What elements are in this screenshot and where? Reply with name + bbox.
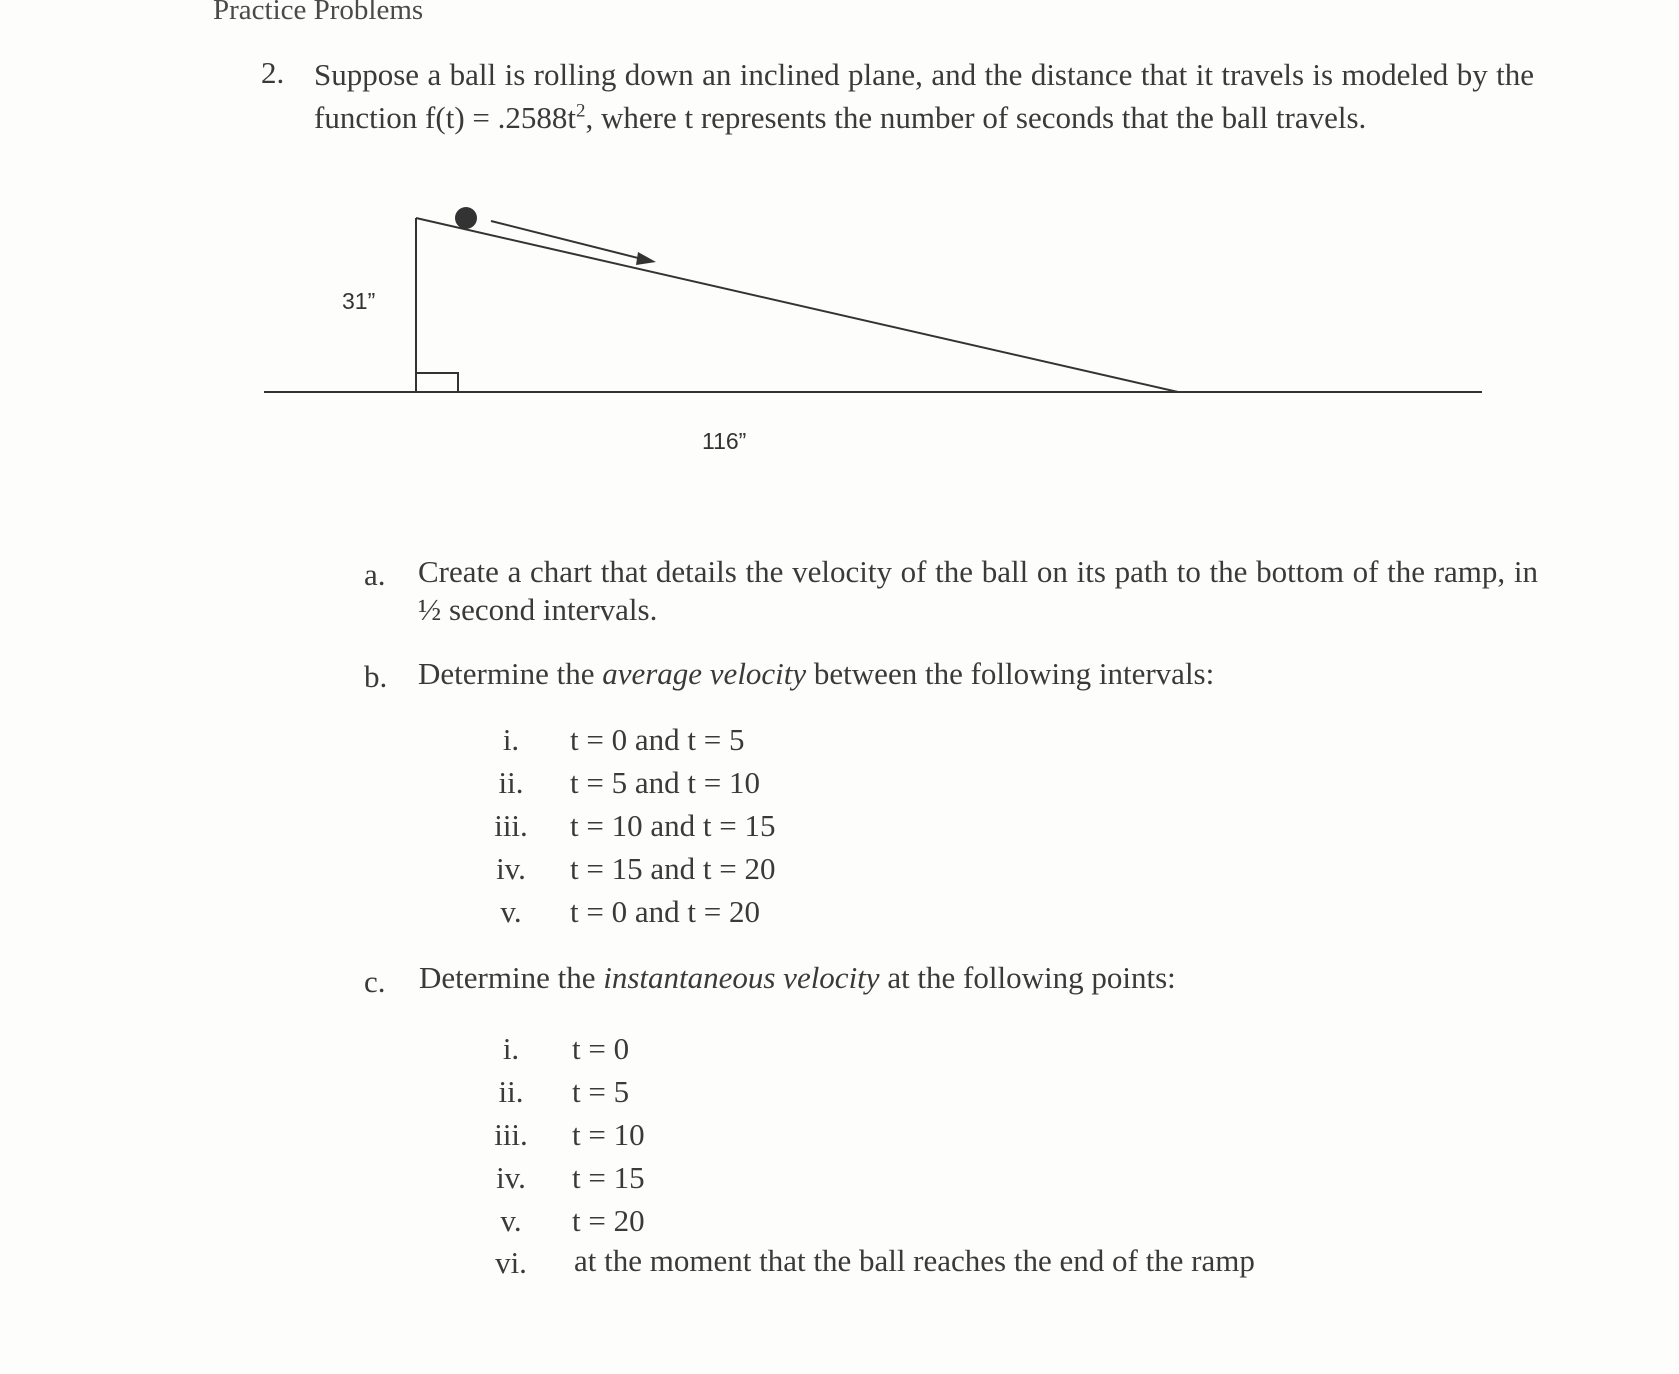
base-label: 116” [702, 428, 747, 454]
list-item-text: t = 15 and t = 20 [570, 851, 776, 886]
part-b-text-start: Determine the [418, 656, 603, 691]
ramp-slope-line [416, 218, 1178, 392]
list-item-numeral: iii. [494, 1117, 528, 1152]
list-item-text: t = 0 [572, 1031, 630, 1066]
question-text-main: Suppose a ball is rolling down an inclined plane, and the distance that it travels is modeled by the function f(t) = .2588t [314, 57, 1534, 135]
exponent: 2 [576, 100, 586, 122]
list-item-numeral: i. [502, 722, 520, 757]
inclined-plane-diagram [0, 0, 1679, 520]
part-a-letter: a. [364, 557, 386, 592]
direction-arrow-head [636, 252, 656, 265]
height-label: 31” [342, 288, 376, 314]
part-c-emphasis: instantaneous velocity [603, 960, 880, 995]
list-item-numeral: iv. [496, 851, 526, 886]
right-angle-marker [416, 373, 458, 392]
list-item-text: t = 5 [572, 1074, 630, 1109]
list-item-text: t = 15 [572, 1160, 645, 1195]
list-item-numeral: v. [500, 1203, 522, 1238]
part-a-text: Create a chart that details the velocity of the ball on its path to the bottom of the ramp, in ½ second intervals. [418, 554, 1538, 627]
part-b-text-end: between the following intervals: [806, 656, 1215, 691]
list-item-numeral: ii. [498, 765, 524, 800]
list-item-numeral: vi. [495, 1245, 527, 1280]
part-b-emphasis: average velocity [602, 656, 807, 691]
list-item-text: at the moment that the ball reaches the end of the ramp [574, 1243, 1255, 1278]
list-item-text: t = 0 and t = 5 [570, 722, 745, 757]
list-item-numeral: ii. [498, 1074, 524, 1109]
list-item-text: t = 10 and t = 15 [570, 808, 776, 843]
list-item-numeral: iv. [496, 1160, 526, 1195]
list-item-text: t = 20 [572, 1203, 645, 1238]
part-c-text [419, 959, 1539, 997]
part-c-letter: c. [364, 964, 386, 999]
list-item-text: t = 0 and t = 20 [570, 894, 760, 929]
question-text-end: , where t represents the number of seconds that the ball travels. [585, 100, 1367, 135]
part-c-text-start: Determine the [419, 960, 604, 995]
part-c-text-end: at the following points: [879, 960, 1176, 995]
list-item-numeral: i. [502, 1031, 520, 1066]
list-item-numeral: iii. [494, 808, 528, 843]
part-b-letter: b. [364, 659, 388, 694]
ball [455, 207, 477, 229]
question-number: 2. [261, 55, 285, 90]
list-item-text: t = 10 [572, 1117, 645, 1152]
list-item-numeral: v. [500, 894, 522, 929]
part-b-text [418, 655, 1538, 693]
list-item-text: t = 5 and t = 10 [570, 765, 760, 800]
page-header: Practice Problems [213, 0, 424, 26]
